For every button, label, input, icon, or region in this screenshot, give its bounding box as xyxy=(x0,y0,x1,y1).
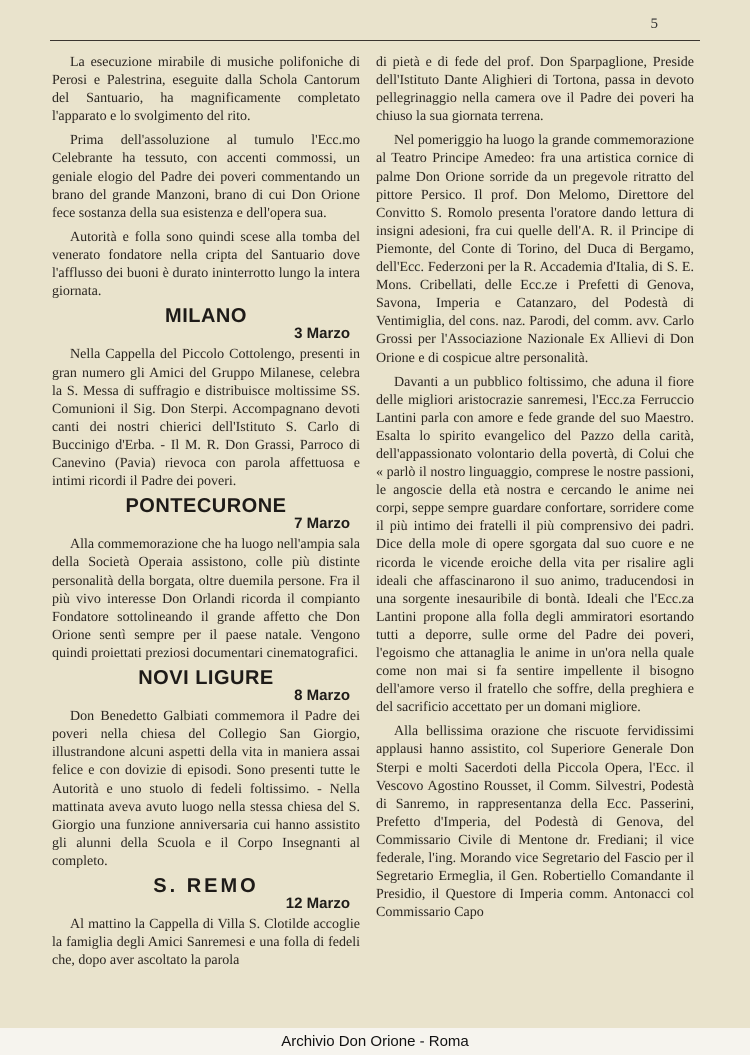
section-title-novi-ligure: NOVI LIGURE xyxy=(138,667,274,689)
intro-paragraph: Autorità e folla sono quindi scese alla tomba del venerato fondatore nella cripta del Santuario dove l'afflusso dei buoni è durato ininterrotto lungo la intera giornata. xyxy=(52,229,360,300)
section-date-novi-ligure: 8 Marzo xyxy=(294,687,350,705)
section-text-milano: Nella Cappella del Piccolo Cottolengo, presenti in gran numero gli Amici del Gruppo Milanese, celebra la S. Messa di suffragio e distribuisce moltissime SS. Comunioni il Sig. Don Sterpi. Accompagnano devoti canti dei nostri chierici dell'Istituto S. Carlo di Buccinigo d'Erba. - Il M. R. Don Grassi, Parroco di Canevino (Pavia) rievoca con parola affettuosa e intimi ricordi il Padre dei poveri. xyxy=(52,347,360,490)
right-column xyxy=(376,54,694,1014)
body-paragraph: Alla bellissima orazione che riscuote fervidissimi applausi hanno assistito, col Superiore Generale Don Sterpi e molti Sacerdoti della Piccola Opera, l'Ecc. il Vescovo Agostino Rousset, il Comm. Silvestri, Podestà di Sanremo, in rappresentanza della Ecc. Passerini, Prefetto d'Imperia, del Podestà di Genova, del Commissario Civile di Mentone dr. Frediani; il vice federale, l'ing. Morando vice Segretario del Fascio per il Segretario Ermeglia, il Gen. Robertiello Comandante il Presidio, il Questore di Imperia comm. Antonacci col Commissario Capo xyxy=(376,724,694,921)
page-number: 5 xyxy=(650,16,658,32)
section-title-pontecurone: PONTECURONE xyxy=(125,495,287,518)
section-title-milano: MILANO xyxy=(165,305,247,328)
left-column xyxy=(52,54,360,1014)
header-rule xyxy=(50,40,700,41)
section-text-novi-ligure: Don Benedetto Galbiati commemora il Padre dei poveri nella chiesa del Collegio San Giorgio, illustrandone alcuni aspetti della vita in maniera assai felice e con dovizie di episodi. Sono presenti tutte le Autorità e uno stuolo di fedeli foltissimo. - Nella mattinata aveva avuto luogo nella stessa chiesa del S. Giorgio una funzione anniversaria cui hanno assistito gli alunni della Scuola e il Corpo Insegnanti al completo. xyxy=(52,709,360,869)
section-date-pontecurone: 7 Marzo xyxy=(294,515,350,533)
body-paragraph: Nel pomeriggio ha luogo la grande commemorazione al Teatro Principe Amedeo: fra una artistica cornice di palme Don Orione sorride da un pregevole ritratto del pittore Persico. Il prof. Don Melomo, Direttore del Convitto S. Romolo presenta l'oratore dando lettura di insigni adesioni, fra cui quelle dell'A. R. il Principe di Piemonte, del Conte di Torino, del Duca di Bergamo, dell'Ecc. Federzoni per la R. Accademia d'Italia, di S. E. Mons. Cribellati, delle Ecc.ze i Prefetti di Genova, Savona, Imperia e Catanzaro, del Podestà di Ventimiglia, del cons. naz. Parodi, del comm. avv. Carlo Grossi per l'Associazione Nazionale Ex Allievi di Don Orione e di cospicue altre personalità. xyxy=(376,133,694,366)
section-text-san-remo: Al mattino la Cappella di Villa S. Clotilde accoglie la famiglia degli Amici Sanremesi e una folla di fedeli che, dopo aver ascoltato la parola xyxy=(52,917,360,969)
section-title-san-remo: S. REMO xyxy=(153,875,259,898)
archive-label: Archivio Don Orione - Roma xyxy=(281,1033,469,1050)
archive-footer xyxy=(0,1028,750,1055)
intro-paragraph: La esecuzione mirabile di musiche polifoniche di Perosi e Palestrina, eseguite dalla Schola Cantorum del Santuario, ha magnificamente completato l'apparato e lo svolgimento del rito. xyxy=(52,55,360,125)
section-date-san-remo: 12 Marzo xyxy=(285,895,350,913)
intro-paragraph: Prima dell'assoluzione al tumulo l'Ecc.mo Celebrante ha tessuto, con accenti commossi, un geniale elogio del Padre dei poveri commentando un brano del grande Manzoni, brano di cui Don Orione fece sostanza della sua esistenza e dell'opera sua. xyxy=(52,133,360,221)
section-text-pontecurone: Alla commemorazione che ha luogo nell'ampia sala della Società Operaia assistono, colle più distinte personalità della borgata, oltre duemila persone. Fra il più vivo interesse Don Orlandi ricorda il compianto Fondatore sottolineando il grande affetto che Don Orione sentì sempre per il paese natale. Vengono quindi proiettati preziosi documentari cinematografici. xyxy=(52,537,360,661)
section-date-milano: 3 Marzo xyxy=(294,325,350,343)
continued-paragraph: di pietà e di fede del prof. Don Sparpaglione, Preside dell'Istituto Dante Alighieri di Tortona, passa in devoto pellegrinaggio nella camera ove il Padre dei poveri ha chiuso la sua giornata terrena. xyxy=(376,55,694,125)
body-paragraph: Davanti a un pubblico foltissimo, che aduna il fiore delle migliori aristocrazie sanremesi, l'Ecc.za Ferruccio Lantini parla con amore e fede grande del suo Maestro. Esalta lo spirito evangelico del Pazzo della carità, dell'appassionato volontario della povertà, di Colui che « parlò il nostro linguaggio, comprese le nostre passioni, le angoscie della età nostra e cercando le anime nei corpi, seppe sempre guardare confortare, sorridere come il più intimo dei fratelli il più comprensivo dei padri. Dice della mole di opere sgorgata dal suo cuore e ne ricorda le vicende eroiche della vita per risalire agli ideali che affascinarono il suo animo, traducendosi in una sorgente inesauribile di bontà. Ideali che l'Ecc.za Lantini propone alla folla degli ammiratori esortando tutti a deporre, sulle orme del Padre dei poveri, l'egoismo che attanaglia le anime in un'ora nella quale come non mai si fa sentire impellente il bisogno dell'amore verso il fratello che soffre, della preghiera e del sacrificio accettato per un domani migliore. xyxy=(376,374,694,716)
